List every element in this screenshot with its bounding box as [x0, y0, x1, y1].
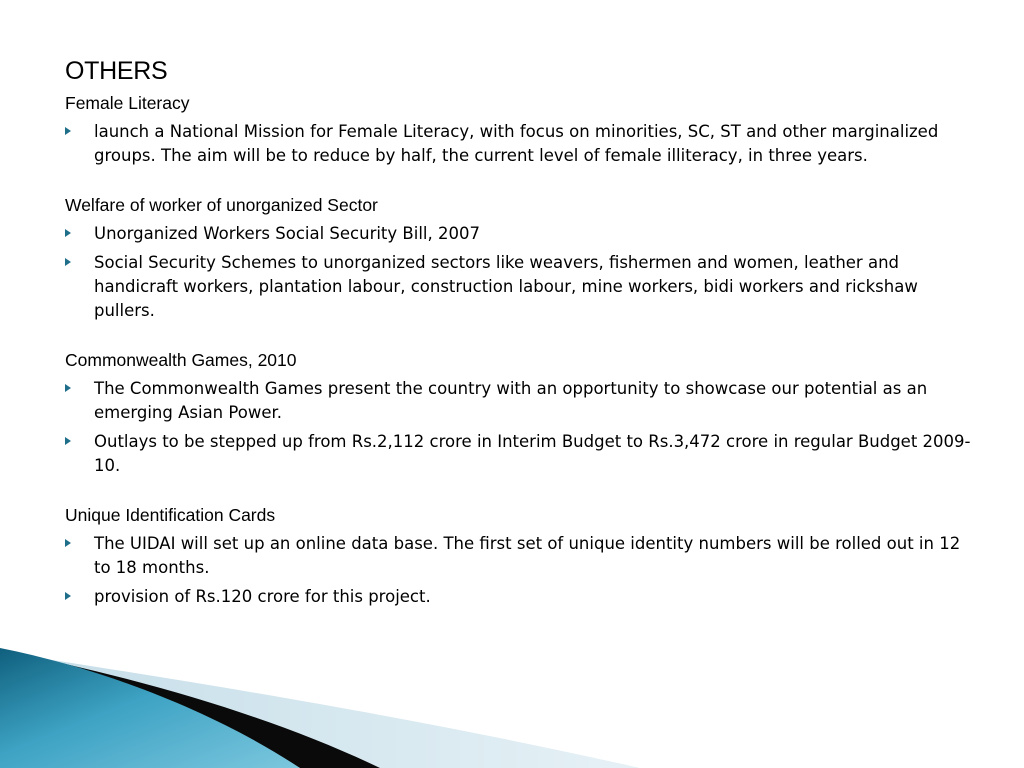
list-item-text: The Commonwealth Games present the country with an opportunity to showcase our potential as an emerging Asian Power.	[94, 379, 928, 422]
bullet-arrow-icon	[65, 384, 71, 392]
list-item	[65, 251, 980, 323]
section-heading-commonwealth-games: Commonwealth Games, 2010	[65, 350, 297, 370]
bullet-list-unorganized-sector	[65, 222, 980, 323]
bullet-list-unique-id-cards	[65, 532, 980, 609]
section-heading-female-literacy: Female Literacy	[65, 93, 190, 113]
bullet-arrow-icon	[65, 539, 71, 547]
list-item	[65, 430, 980, 478]
bullet-list-commonwealth-games	[65, 377, 980, 478]
list-item	[65, 377, 980, 425]
slide-content	[65, 56, 980, 614]
list-item-text: The UIDAI will set up an online data base. The first set of unique identity numbers will be rolled out in 12 to 18 months.	[94, 534, 961, 577]
list-item-text: provision of Rs.120 crore for this project.	[94, 587, 431, 606]
bullet-arrow-icon	[65, 592, 71, 600]
list-item	[65, 585, 980, 609]
section-heading-unique-id-cards: Unique Identification Cards	[65, 505, 276, 525]
list-item	[65, 222, 980, 246]
list-item	[65, 120, 980, 168]
list-item	[65, 532, 980, 580]
list-item-text: Outlays to be stepped up from Rs.2,112 crore in Interim Budget to Rs.3,472 crore in regular Budget 2009-10.	[94, 432, 971, 475]
bullet-list-female-literacy	[65, 120, 980, 168]
section-heading-unorganized-sector: Welfare of worker of unorganized Sector	[65, 195, 378, 215]
bullet-arrow-icon	[65, 437, 71, 445]
bullet-arrow-icon	[65, 229, 71, 237]
list-item-text: Social Security Schemes to unorganized sectors like weavers, fishermen and women, leather and handicraft workers, plantation labour, construction labour, mine workers, bidi workers and rickshaw pullers.	[94, 253, 918, 320]
list-item-text: launch a National Mission for Female Literacy, with focus on minorities, SC, ST and other marginalized groups. The aim will be to reduce by half, the current level of female illiteracy, in three years.	[94, 122, 939, 165]
bullet-arrow-icon	[65, 258, 71, 266]
slide-title: OTHERS	[65, 57, 168, 85]
list-item-text: Unorganized Workers Social Security Bill, 2007	[94, 224, 480, 243]
bullet-arrow-icon	[65, 127, 71, 135]
